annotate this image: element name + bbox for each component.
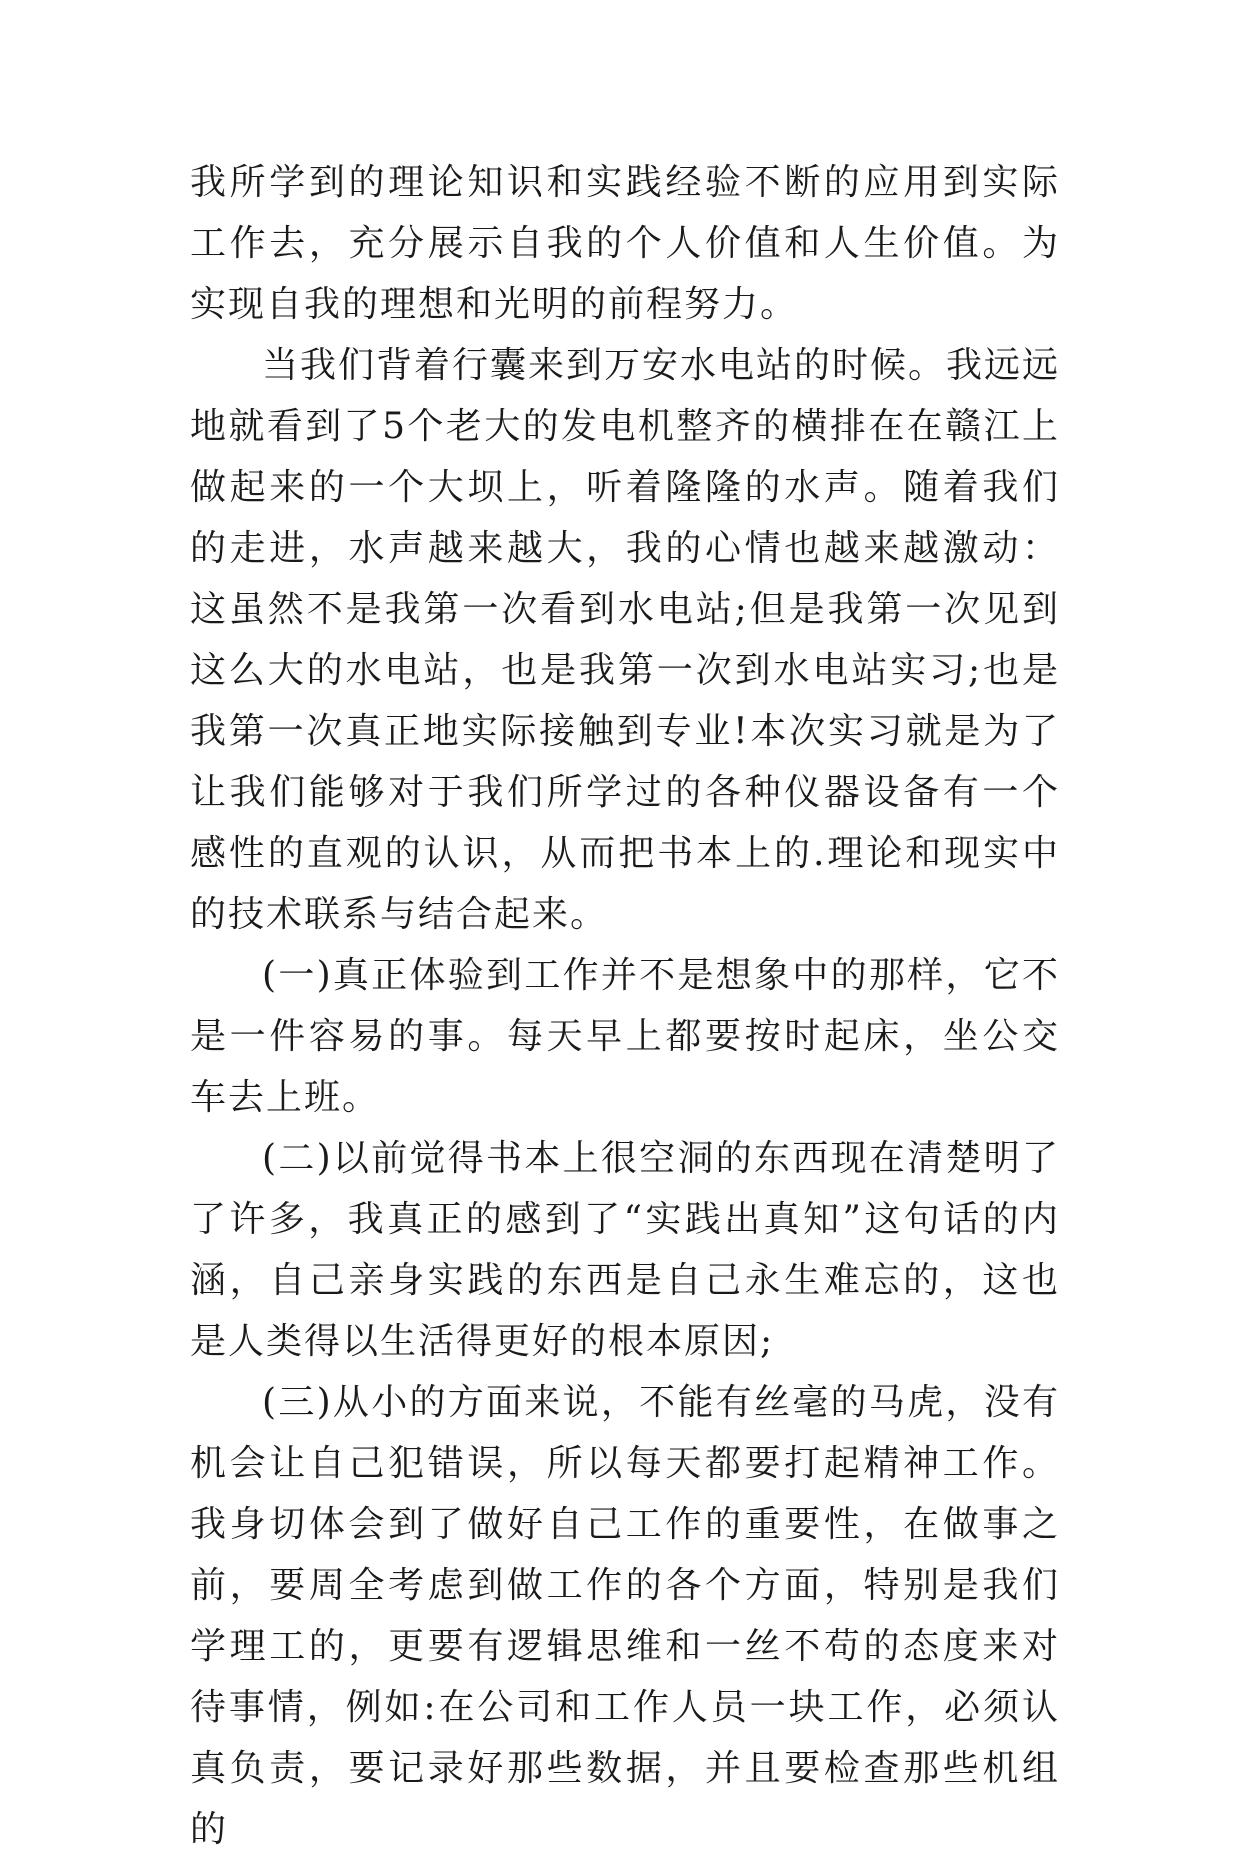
paragraph-arrival: 当我们背着行囊来到万安水电站的时候。我远远地就看到了5个老大的发电机整齐的横排在在赣江上做起来的一个大坝上，听着隆隆的水声。随着我们的走进，水声越来越大，我的心情也越来越激动：这虽然不是我第一次看到水电站;但是我第一次见到这么大的水电站，也是我第一次到水电站实习;也是我第一次真正地实际接触到专业!本次实习就是为了让我们能够对于我们所学过的各种仪器设备有一个感性的直观的认识，从而把书本上的.理论和现实中的技术联系与结合起来。: [190, 345, 1061, 935]
paragraph-point-2: (二)以前觉得书本上很空洞的东西现在清楚明了了许多，我真正的感到了“实践出真知”这句话的内涵，自己亲身实践的东西是自己永生难忘的，这也是人类得以生活得更好的根本原因;: [190, 1138, 1060, 1362]
paragraph-point-3: (三)从小的方面来说，不能有丝毫的马虎，没有机会让自己犯错误，所以每天都要打起精神工作。我身切体会到了做好自己工作的重要性，在做事之前，要周全考虑到做工作的各个方面，特别是我们学理工的，更要有逻辑思维和一丝不苟的态度来对待事情，例如:在公司和工作人员一块工作，必须认真负责，要记录好那些数据，并且要检查那些机组的: [190, 1382, 1060, 1850]
body-text: [190, 152, 1060, 1860]
paragraph-point-1: (一)真正体验到工作并不是想象中的那样，它不是一件容易的事。每天早上都要按时起床，坐公交车去上班。: [190, 955, 1060, 1118]
paragraph-continuation: 我所学到的理论知识和实践经验不断的应用到实际工作去，充分展示自我的个人价值和人生价值。为实现自我的理想和光明的前程努力。: [190, 162, 1060, 325]
